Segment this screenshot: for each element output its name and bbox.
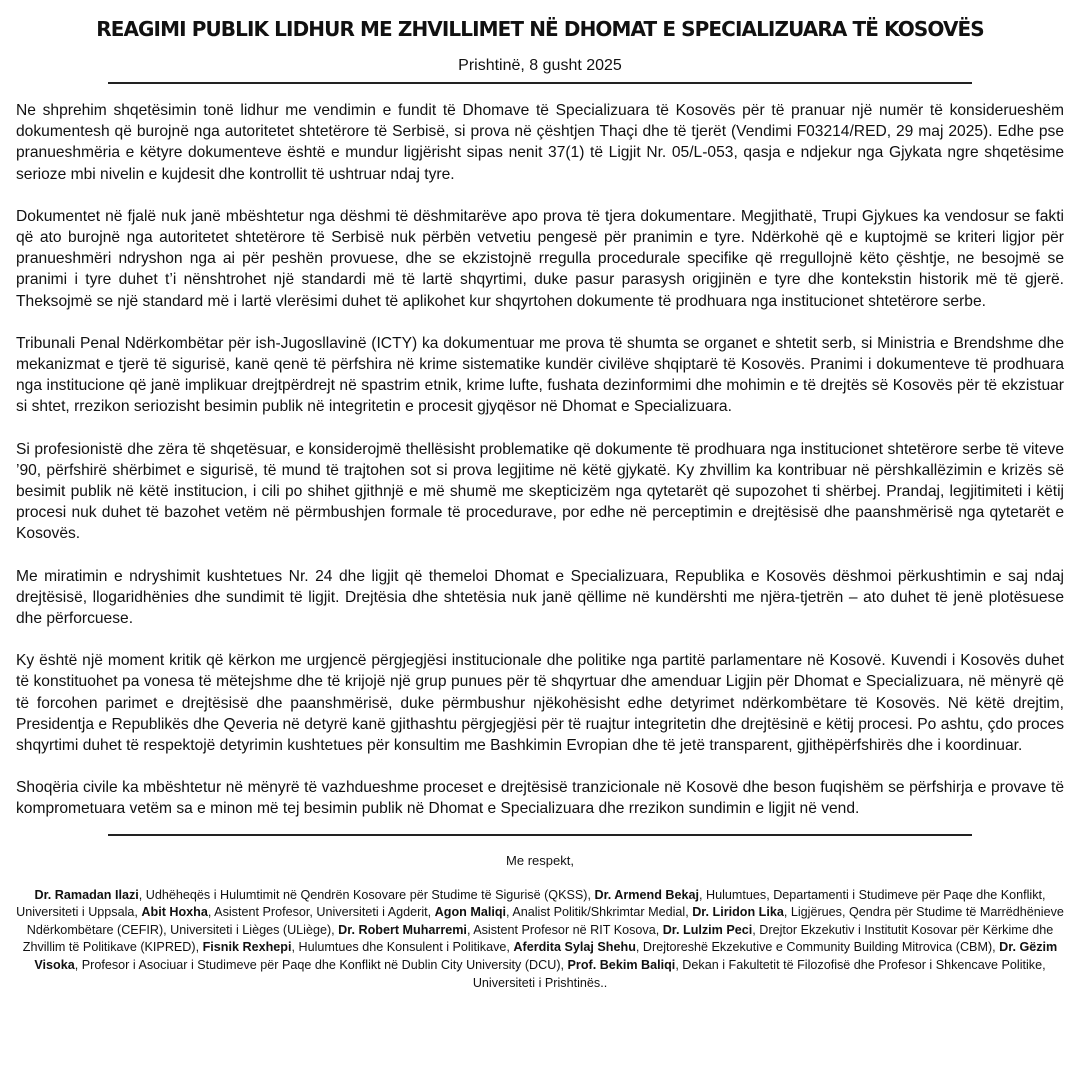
document-date: Prishtinë, 8 gusht 2025 xyxy=(458,57,622,74)
signatory-name: Dr. Liridon Lika xyxy=(692,905,784,920)
bottom-divider xyxy=(108,834,972,836)
paragraph: Shoqëria civile ka mbështetur në mënyrë të vazhdueshme proceset e drejtësisë tranzicionale në Kosovë dhe beson fuqishëm se përfshirja e provave të komprometuara vetëm sa e minon më tej besimin publik në Dhomat e Specializuara dhe rrezikon sundimin e ligjit në vend. xyxy=(16,779,1064,818)
signatory-name: Agon Maliqi xyxy=(434,905,507,920)
document-title: REAGIMI PUBLIK LIDHUR ME ZHVILLIMET NË DHOMAT E SPECIALIZUARA TË KOSOVËS xyxy=(96,17,984,41)
signatory-affiliation: , Profesor i Asociuar i Studimeve për Paqe dhe Konflikt në Dublin City University (DCU), xyxy=(74,958,568,973)
signatory-name: Dr. Lulzim Peci xyxy=(662,922,753,937)
signatory-name: Dr. Ramadan Ilazi xyxy=(34,887,139,902)
signatory-affiliation: , Dekan i Fakultetit të Filozofisë dhe Profesor i Shkencave Politike, Universiteti i Prishtinës.. xyxy=(472,958,1046,990)
top-divider xyxy=(108,82,972,84)
signatory-affiliation: , Hulumtues dhe Konsulent i Politikave, xyxy=(291,940,514,955)
signatory-name: Dr. Armend Bekaj xyxy=(594,887,699,902)
signatory-name: Fisnik Rexhepi xyxy=(202,940,292,955)
paragraph: Dokumentet në fjalë nuk janë mbështetur nga dëshmi të dëshmitarëve apo prova të tjera dokumentare. Megjithatë, Trupi Gjykues ka vendosur se fakti që ato burojnë nga autoritetet shtetërore të Serbisë nuk përbën vetvetiu pengesë për pranimin e tyre. Ndërkohë që e kuptojmë se kriteri ligjor për pranueshmëri ndryshon nga ai për peshën provuese, dhe se ekzistojnë rregulla procedurale specifike që rregullojnë këto çështje, ne besojmë se pranimi i tyre duhet t’i nënshtrohet një standardi më të lartë shqyrtimi, duke pasur parasysh origjinën e tyre dhe kontekstin historik më të gjerë. Theksojmë se një standard më i lartë vlerësimi duhet të aplikohet kur shqyrtohen dokumente të prodhuara nga institucionet shtetërore serbe. xyxy=(16,207,1064,310)
closing-salutation: Me respekt, xyxy=(506,852,574,868)
document-body xyxy=(16,100,1064,820)
paragraph: Tribunali Penal Ndërkombëtar për ish-Jugosllavinë (ICTY) ka dokumentuar me prova të shumta se organet e shtetit serb, si Ministria e Brendshme dhe mekanizmat e tjerë të sigurisë, kanë qenë të përfshira në krime sistematike kundër civilëve shqiptarë të Kosovës. Pranimi i dokumenteve të prodhuara nga institucione që janë implikuar drejtpërdrejt në spastrim etnik, krime lufte, fushata dezinformimi dhe mohimin e të drejtës së Kosovës për të ekzistuar si shtet, rrezikon seriozisht besimin publik në integritetin e procesit gjyqësor në Dhomat e Specializuara. xyxy=(16,334,1064,416)
signatory-name: Aferdita Sylaj Shehu xyxy=(513,940,636,955)
signatory-affiliation: , Hulumtues, Departamenti i Studimeve për Paqe dhe Konflikt, Universiteti i Uppsala, xyxy=(16,887,1046,920)
signatory-name: Abit Hoxha xyxy=(141,905,208,920)
paragraph: Me miratimin e ndryshimit kushtetues Nr. 24 dhe ligjit që themeloi Dhomat e Specializuara, Republika e Kosovës dëshmoi përkushtimin e saj ndaj drejtësisë, llogaridhënies dhe sundimit të ligjit. Drejtësia dhe shtetësia nuk janë qëllime në kundërshti me njëra-tjetrën – ato duhet të jenë plotësuese dhe përforcuese. xyxy=(16,567,1064,628)
signatory-affiliation: , Udhëheqës i Hulumtimit në Qendrën Kosovare për Studime të Sigurisë (QKSS), xyxy=(138,887,595,902)
signatory-affiliation: , Drejtoreshë Ekzekutive e Community Building Mitrovica (CBM), xyxy=(635,940,1000,955)
signatory-name: Dr. Gëzim Visoka xyxy=(34,940,1058,973)
signatory-name: Dr. Robert Muharremi xyxy=(338,922,467,937)
signatory-affiliation: , Asistent Profesor në RIT Kosova, xyxy=(466,922,663,937)
signatory-name: Prof. Bekim Baliqi xyxy=(567,958,676,973)
paragraph: Ky është një moment kritik që kërkon me urgjencë përgjegjësi institucionale dhe politike nga partitë parlamentare në Kosovë. Kuvendi i Kosovës duhet të konstituohet pa vonesa të mëtejshme dhe të krijojë një grup punues për të shqyrtuar dhe amenduar Ligjin për Dhomat e Specializuara, në mënyrë që të forcohen parimet e drejtësisë dhe paanshmërisë, duke përmbushur njëkohësisht edhe detyrimet ndërkombëtare të Kosovës. Në këtë drejtim, Presidentja e Republikës dhe Qeveria në detyrë kanë gjithashtu përgjegjësi për të ruajtur integritetin dhe drejtësinë e këtij procesi. Po ashtu, çdo proces shqyrtimi duhet të respektojë detyrimin kushtetues për konsultim me Bashkimin Evropian dhe të jetë transparent, gjithëpërfshirës dhe i koordinuar. xyxy=(16,652,1064,755)
paragraph: Ne shprehim shqetësimin tonë lidhur me vendimin e fundit të Dhomave të Specializuara të Kosovës për të pranuar një numër të konsiderueshëm dokumentesh që burojnë nga autoritetet shtetërore të Serbisë, si prova në çështjen Thaçi dhe të tjerët (Vendimi F03214/RED, 29 maj 2025). Edhe pse pranueshmëria e këtyre dokumenteve është e mundur ligjërisht sipas nenit 37(1) të Ligjit Nr. 05/L-053, qasja e ndjekur nga Gjykata ngre shqetësime serioze mbi nivelin e kujdesit dhe kontrollit të ushtruar ndaj tyre. xyxy=(16,102,1064,183)
signatory-affiliation: , Drejtor Ekzekutiv i Institutit Kosovar për Kërkime dhe Zhvillim të Politikave (KIPRED), xyxy=(22,922,1054,955)
signatory-affiliation: , Ligjërues, Qendra për Studime të Marrëdhënieve Ndërkombëtare (CEFIR), Universiteti i Lièges (ULiège), xyxy=(26,905,1064,937)
signatory-affiliation: , Analist Politik/Shkrimtar Medial, xyxy=(506,905,693,920)
paragraph: Si profesionistë dhe zëra të shqetësuar, e konsiderojmë thellësisht problematike që dokumente të prodhuara nga institucionet shtetërore serbe të viteve ’90, përfshirë shërbimet e sigurisë, të mund të trajtohen sot si prova legjitime në këtë gjykatë. Ky zhvillim ka kontribuar në përshkallëzimin e krizës së besimit publik në këtë institucion, i cili po shihet gjithnjë e më shumë me skepticizëm nga qytetarët që supozohet ti shërbej. Prandaj, legjitimiteti i këtij procesi nuk duhet të bazohet vetëm në përmbushjen formale të procedurave, por edhe në perceptimin e drejtësisë dhe paanshmërisë nga qytetarët e Kosovës. xyxy=(16,440,1064,543)
signatories-list xyxy=(16,887,1064,993)
signatory-affiliation: , Asistent Profesor, Universiteti i Agderit, xyxy=(207,905,435,920)
